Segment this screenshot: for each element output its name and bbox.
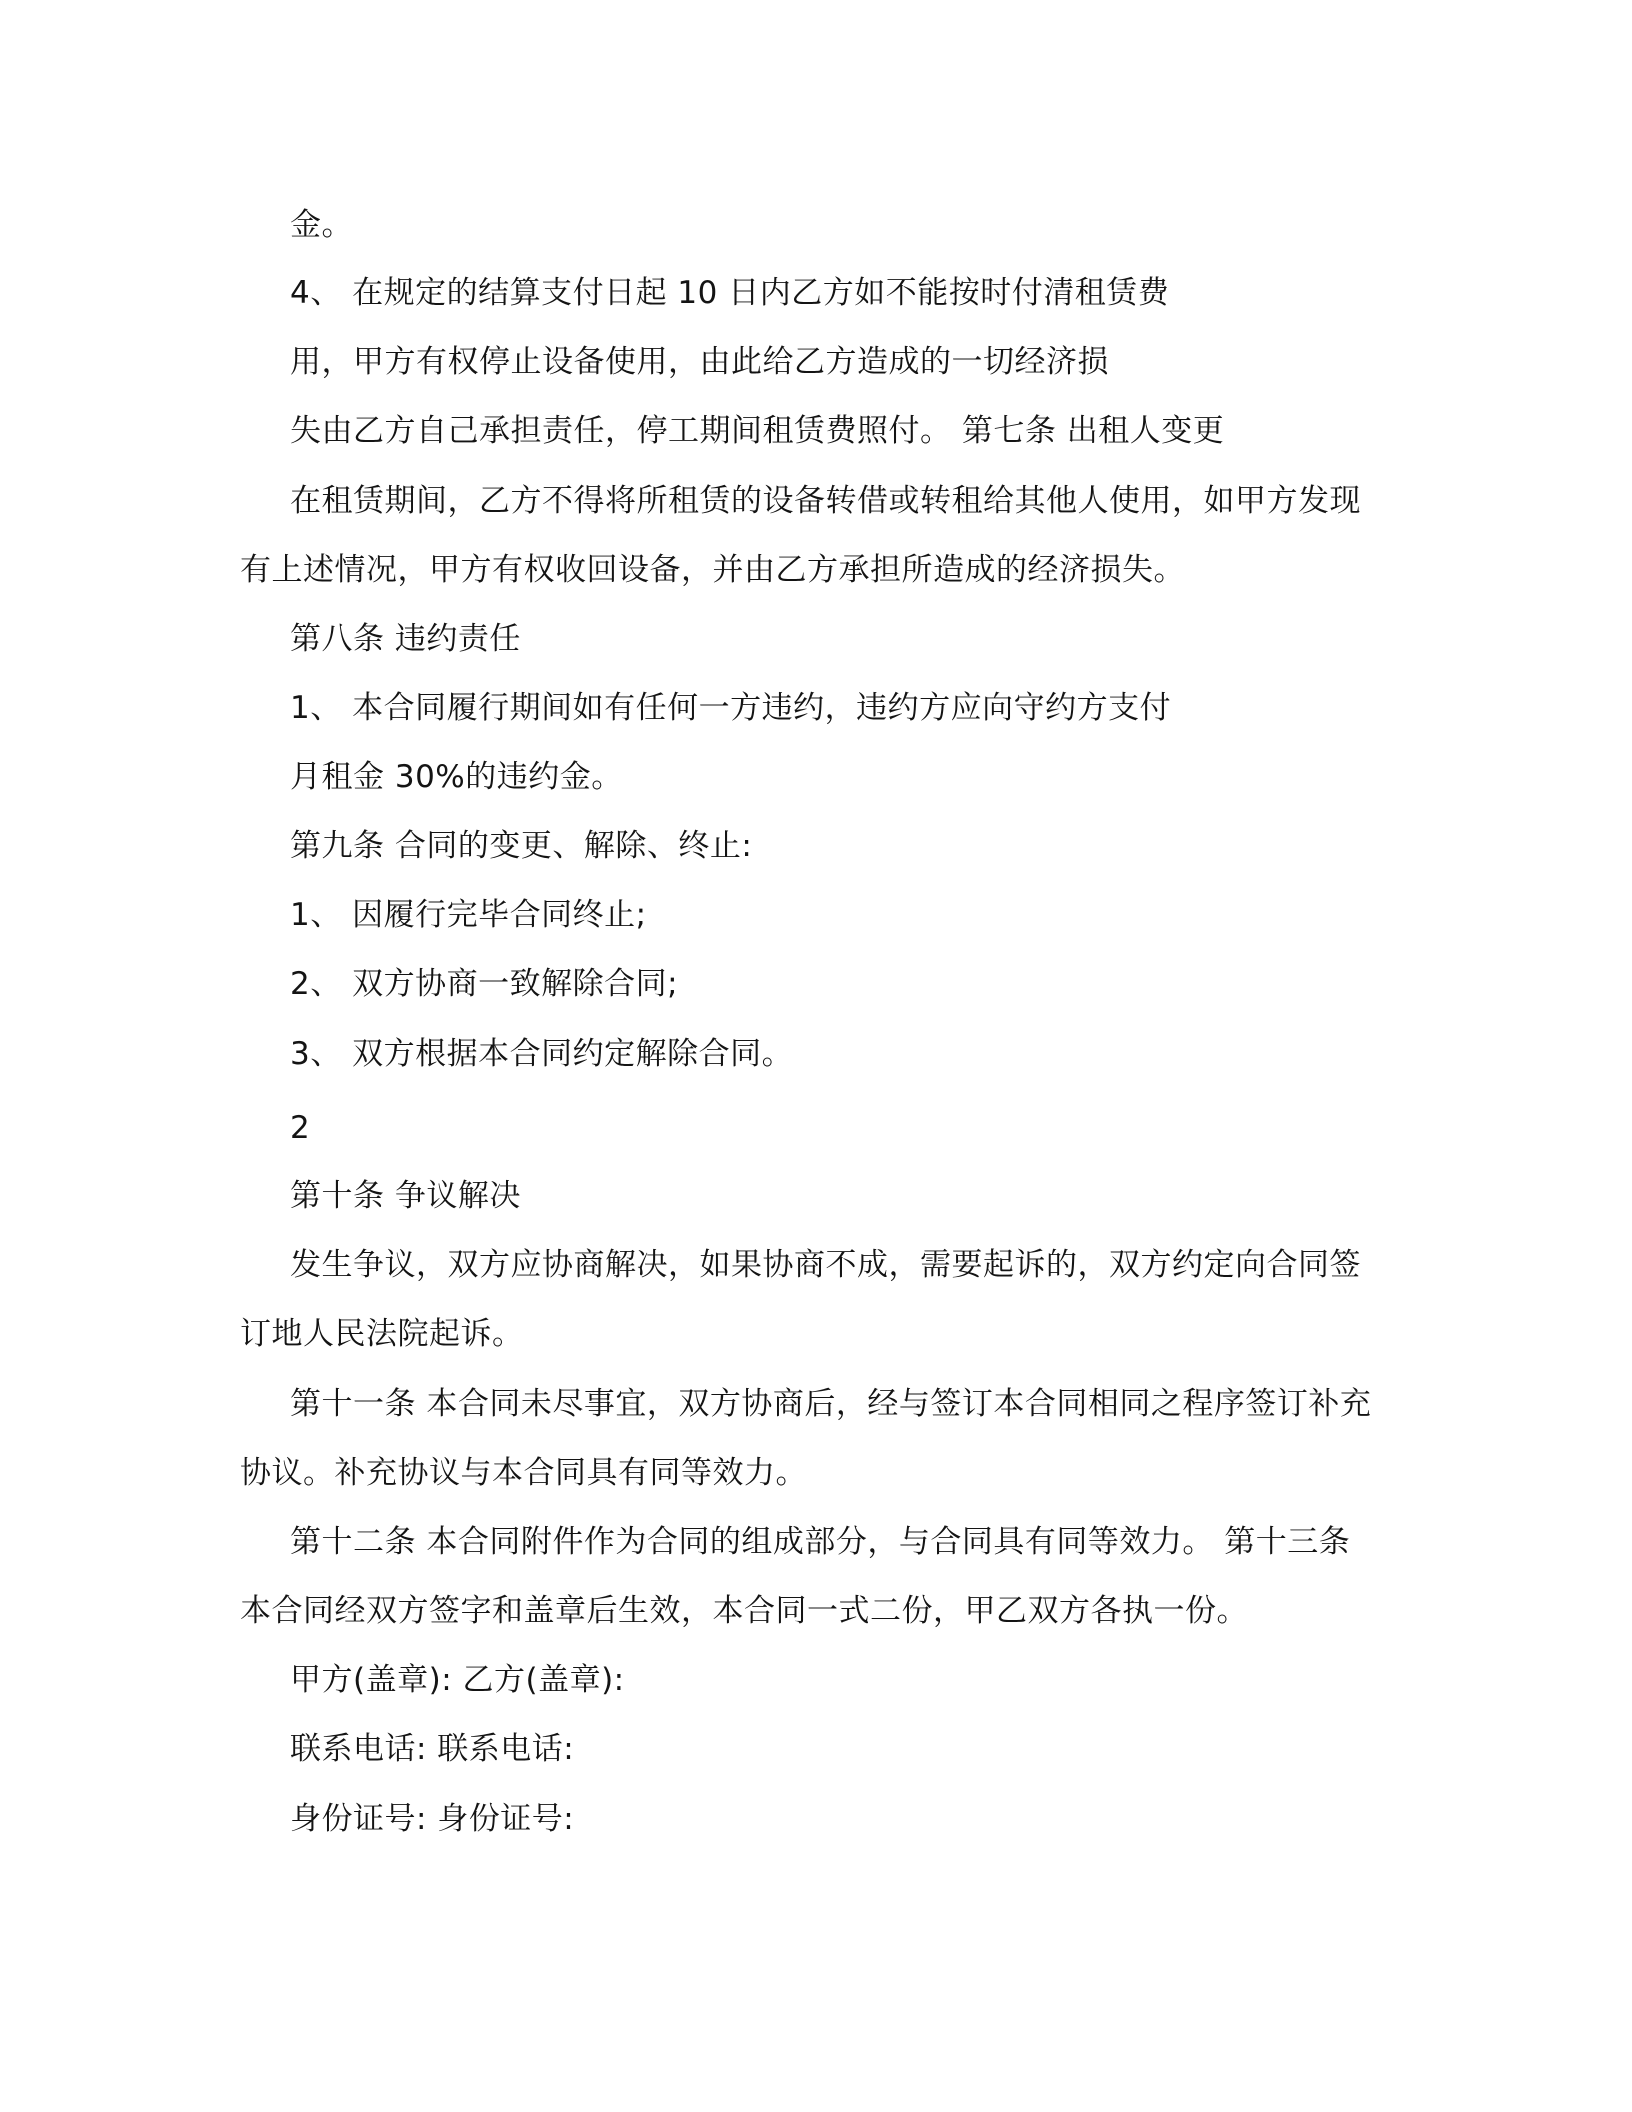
list-item: 2、 双方协商一致解除合同;	[290, 966, 679, 1002]
text-line: 协议。补充协议与本合同具有同等效力。	[240, 1455, 807, 1491]
list-item: 1、 因履行完毕合同终止;	[290, 897, 647, 933]
text-line: 有上述情况，甲方有权收回设备，并由乙方承担所造成的经济损失。	[240, 552, 1185, 588]
section-heading: 第九条 合同的变更、解除、终止:	[290, 828, 753, 864]
text-line: 第十一条 本合同未尽事宜，双方协商后，经与签订本合同相同之程序签订补充	[290, 1386, 1372, 1422]
text-line: 在租赁期间，乙方不得将所租赁的设备转借或转租给其他人使用，如甲方发现	[290, 483, 1361, 519]
list-item: 3、 双方根据本合同约定解除合同。	[290, 1036, 794, 1072]
text-line: 发生争议，双方应协商解决，如果协商不成，需要起诉的，双方约定向合同签	[290, 1247, 1361, 1283]
text-line: 1、 本合同履行期间如有任何一方违约，违约方应向守约方支付	[290, 690, 1172, 726]
section-heading: 第十条 争议解决	[290, 1178, 521, 1214]
text-line: 月租金 30%的违约金。	[290, 759, 623, 795]
phone-line: 联系电话: 联系电话:	[290, 1731, 575, 1767]
page-number: 2	[290, 1110, 311, 1146]
section-heading: 第八条 违约责任	[290, 621, 521, 657]
text-line: 本合同经双方签字和盖章后生效，本合同一式二份，甲乙双方各执一份。	[240, 1593, 1248, 1629]
text-line: 金。	[290, 207, 353, 243]
text-line: 第十二条 本合同附件作为合同的组成部分，与合同具有同等效力。 第十三条	[290, 1524, 1351, 1560]
text-line: 订地人民法院起诉。	[240, 1316, 524, 1352]
text-line: 失由乙方自己承担责任，停工期间租赁费照付。 第七条 出租人变更	[290, 413, 1225, 449]
id-number-line: 身份证号: 身份证号:	[290, 1801, 575, 1837]
text-line: 用，甲方有权停止设备使用，由此给乙方造成的一切经济损	[290, 344, 1109, 380]
text-line: 4、 在规定的结算支付日起 10 日内乙方如不能按时付清租赁费	[290, 275, 1170, 311]
signature-line: 甲方(盖章): 乙方(盖章):	[290, 1662, 625, 1698]
